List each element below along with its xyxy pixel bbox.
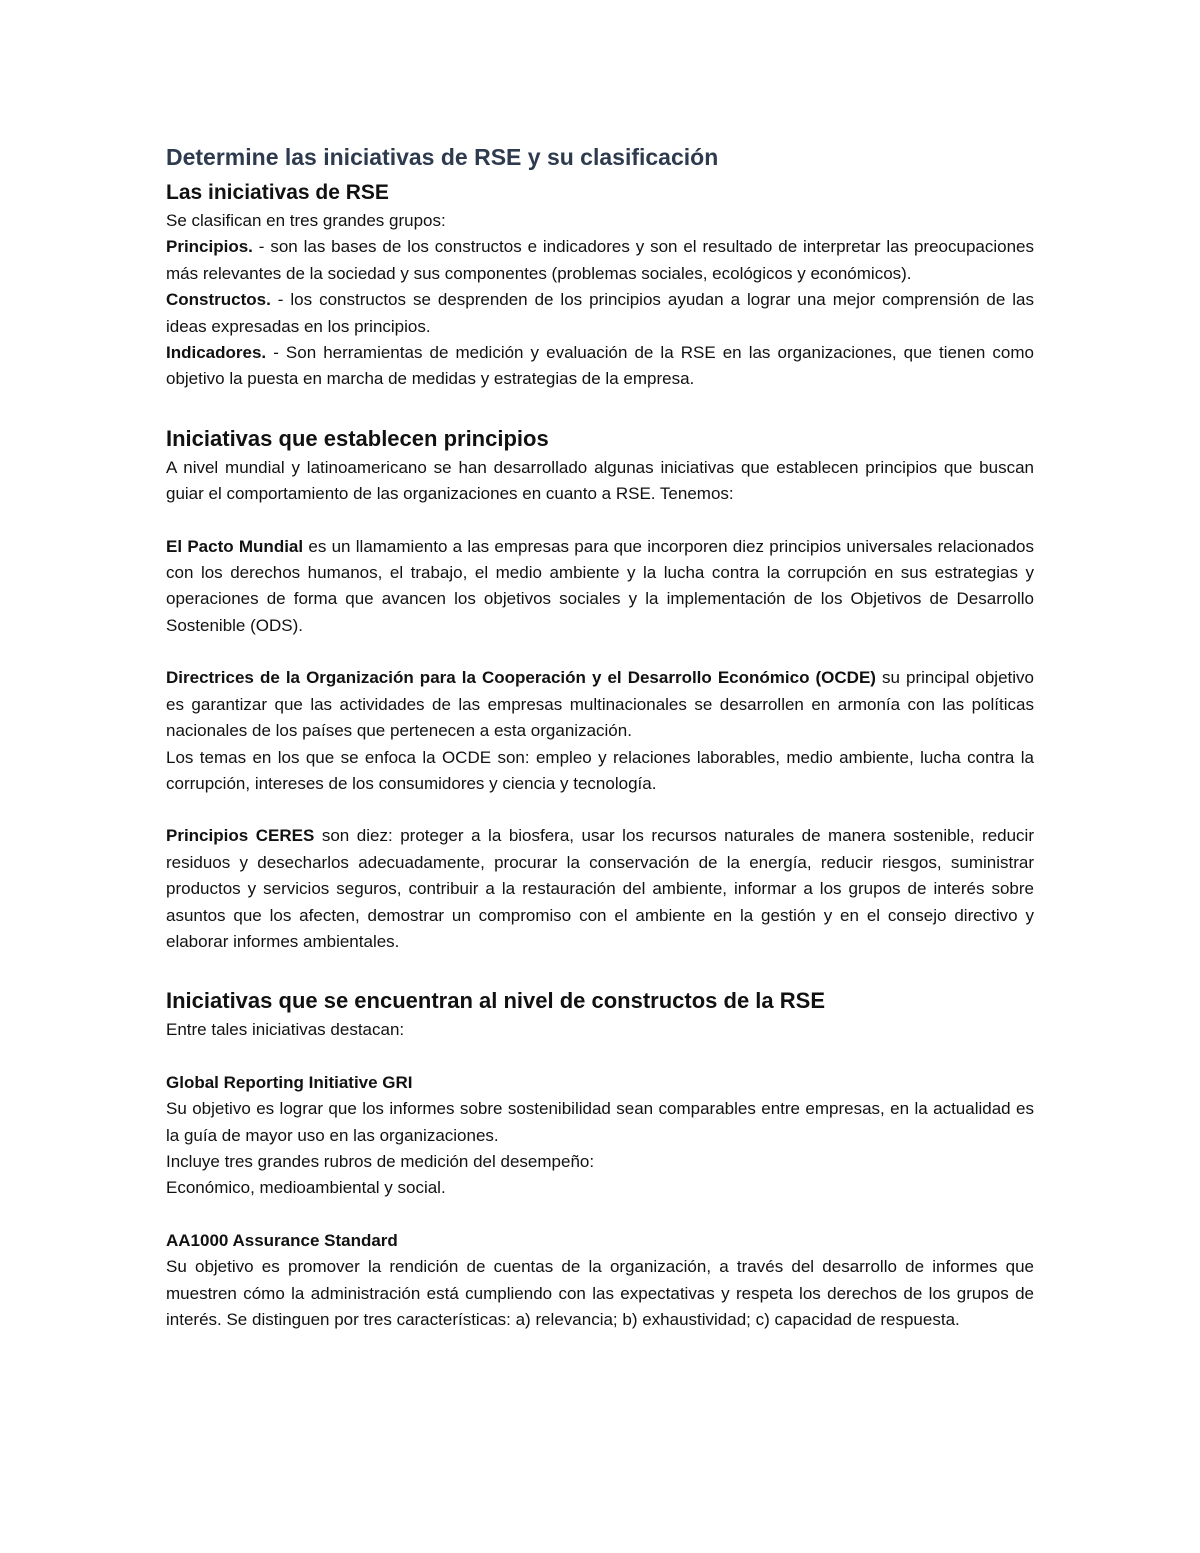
pacto-mundial-paragraph <box>166 534 1034 640</box>
intro-item-text: - son las bases de los constructos e indicadores y son el resultado de interpretar las preocupaciones más relevantes de la sociedad y sus componentes (problemas sociales, ecológicos y económicos). <box>166 237 1034 283</box>
gri-heading: Global Reporting Initiative GRI <box>166 1072 413 1092</box>
section-constructos-lead: Entre tales iniciativas destacan: <box>166 1020 405 1040</box>
intro-lead: Se clasifican en tres grandes grupos: <box>166 211 446 230</box>
document-page <box>166 140 1034 1333</box>
aa1000-text: Su objetivo es promover la rendición de cuentas de la organización, a través del desarrollo de informes que muestren cómo la administración está cumpliendo con las expectativas y respeta los derechos de los grupos de interés. Se distinguen por tres características: a) relevancia; b) exhaustividad; c) capacidad de respuesta. <box>166 1257 1034 1329</box>
intro-item-indicadores <box>166 340 1034 393</box>
intro-item-label: Principios. <box>166 237 253 257</box>
section-principios-heading: Iniciativas que establecen principios <box>166 425 549 451</box>
intro-item-text: - Son herramientas de medición y evaluación de la RSE en las organizaciones, que tienen como objetivo la puesta en marcha de medidas y estrategias de la empresa. <box>166 343 1034 389</box>
ocde-text: su principal objetivo es garantizar que las actividades de las empresas multinacionales se desarrollen en armonía con las políticas nacionales de los países que pertenecen a esta organización. <box>166 668 1034 741</box>
intro-item-text: - los constructos se desprenden de los principios ayudan a lograr una mejor comprensión de las ideas expresadas en los principios. <box>166 290 1034 336</box>
ocde-temas-paragraph: Los temas en los que se enfoca la OCDE son: empleo y relaciones laborables, medio ambiente, lucha contra la corrupción, intereses de los consumidores y ciencia y tecnología. <box>166 747 1034 793</box>
ceres-text: son diez: proteger a la biosfera, usar los recursos naturales de manera sostenible, reducir residuos y desecharlos adecuadamente, procurar la conservación de la energía, reducir riesgos, suministrar productos y servicios seguros, contribuir a la restauración del ambiente, informar a los grupos de interés sobre asuntos que los afecten, demostrar un compromiso con el ambiente en la gestión y en el consejo directivo y elaborar informes ambientales. <box>166 826 1034 951</box>
gri-line-1: Su objetivo es lograr que los informes sobre sostenibilidad sean comparables entre empresas, en la actualidad es la guía de mayor uso en las organizaciones. <box>166 1099 1034 1145</box>
aa1000-heading: AA1000 Assurance Standard <box>166 1230 398 1250</box>
ocde-paragraph <box>166 665 1034 744</box>
gri-line-3: Económico, medioambiental y social. <box>166 1178 446 1198</box>
intro-item-principios <box>166 234 1034 287</box>
intro-item-label: Constructos. <box>166 290 271 310</box>
pacto-mundial-text: es un llamamiento a las empresas para que incorporen diez principios universales relacionados con los derechos humanos, el trabajo, el medio ambiente y la lucha contra la corrupción en sus estrategias y operaciones de forma que avancen los objetivos sociales y la implementación de los Objetivos de Desarrollo Sostenible (ODS). <box>166 536 1034 635</box>
intro-item-label: Indicadores. <box>166 343 267 363</box>
ocde-label: Directrices de la Organización para la Cooperación y el Desarrollo Económico (OCDE) <box>166 668 876 688</box>
document-title: Determine las iniciativas de RSE y su clasificación <box>166 144 719 170</box>
pacto-mundial-label: El Pacto Mundial <box>166 536 304 556</box>
intro-heading: Las iniciativas de RSE <box>166 181 389 204</box>
gri-line-2: Incluye tres grandes rubros de medición del desempeño: <box>166 1151 595 1171</box>
section-principios-lead: A nivel mundial y latinoamericano se han desarrollado algunas iniciativas que establecen principios que buscan guiar el comportamiento de las organizaciones en cuanto a RSE. Tenemos: <box>166 457 1034 504</box>
ceres-paragraph <box>166 823 1034 955</box>
ceres-label: Principios CERES <box>166 826 315 846</box>
intro-item-constructos <box>166 287 1034 340</box>
section-constructos-heading: Iniciativas que se encuentran al nivel de constructos de la RSE <box>166 988 826 1014</box>
